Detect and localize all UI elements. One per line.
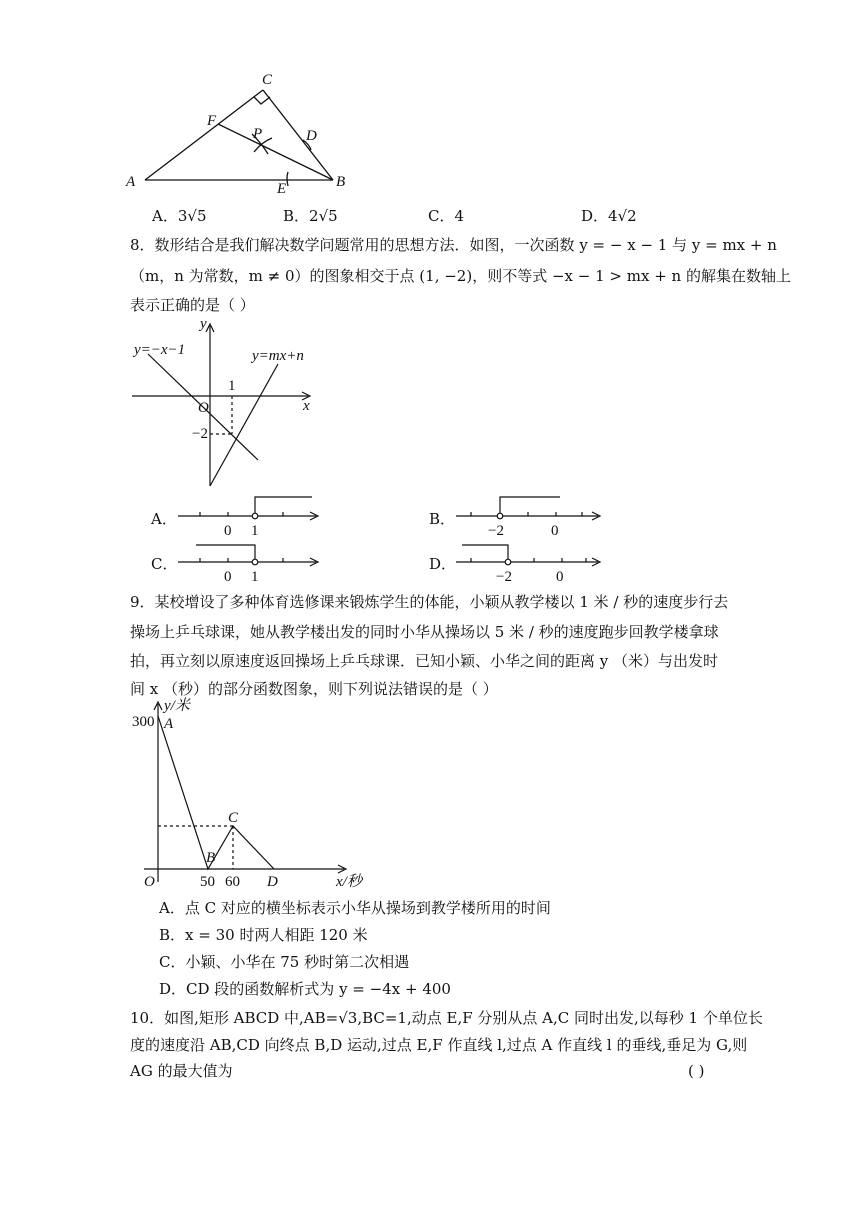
point-d: D bbox=[267, 874, 278, 890]
label-p: P bbox=[253, 126, 263, 142]
side-cb bbox=[263, 90, 333, 180]
q7-triangle-figure bbox=[120, 68, 360, 198]
tick-y-300: 300 bbox=[132, 714, 155, 730]
q8-option-b-letter[interactable]: B． bbox=[429, 510, 456, 528]
q10-answer-paren[interactable]: ( ) bbox=[688, 1062, 705, 1080]
q8-function-graph bbox=[128, 314, 328, 492]
q8-option-a-numberline bbox=[176, 494, 326, 538]
svg-text:0: 0 bbox=[556, 569, 564, 584]
right-angle-mark bbox=[254, 97, 270, 104]
graph-polyline bbox=[158, 716, 274, 869]
svg-text:0: 0 bbox=[224, 569, 232, 584]
q7-option-d[interactable]: D．4√2 bbox=[581, 207, 637, 225]
svg-text:0: 0 bbox=[224, 523, 232, 538]
q9-option-d[interactable]: D．CD 段的函数解析式为 y = −4x + 400 bbox=[159, 980, 451, 998]
q7-option-a[interactable]: A．3√5 bbox=[152, 207, 207, 225]
q7-option-c[interactable]: C．4 bbox=[428, 207, 465, 225]
q10-stem-line-1: 10．如图,矩形 ABCD 中,AB=√3,BC=1,动点 E,F 分别从点 A,C 同时出发,以每秒 1 个单位长 bbox=[130, 1009, 763, 1027]
q10-stem-line-3: AG 的最大值为 bbox=[130, 1062, 233, 1080]
label-f: F bbox=[207, 113, 217, 129]
tick-x-50: 50 bbox=[200, 874, 215, 890]
tick-x-60: 60 bbox=[225, 874, 240, 890]
open-point bbox=[497, 513, 503, 519]
q7-option-b[interactable]: B．2√5 bbox=[283, 207, 338, 225]
q10-stem-line-2: 度的速度沿 AB,CD 向终点 B,D 运动,过点 E,F 作直线 l,过点 A 作直线 l 的垂线,垂足为 G,则 bbox=[130, 1036, 748, 1054]
q8-stem-line-2: （m，n 为常数，m ≠ 0）的图象相交于点 (1, −2)，则不等式 −x − 1 > mx + n 的解集在数轴上 bbox=[130, 267, 791, 285]
open-point bbox=[252, 559, 258, 565]
q9-distance-time-graph bbox=[124, 694, 384, 894]
label-x-axis: x/秒 bbox=[336, 874, 362, 890]
label-d: D bbox=[306, 128, 317, 144]
svg-text:1: 1 bbox=[251, 569, 259, 584]
arc-mark-e bbox=[287, 172, 288, 186]
solution-bracket bbox=[462, 545, 508, 562]
label-y-axis: y bbox=[200, 316, 207, 332]
tick-y-neg2: −2 bbox=[192, 426, 208, 442]
q9-stem-line-3: 拍，再立刻以原速度返回操场上乒乓球课．已知小颖、小华之间的距离 y （米）与出发时 bbox=[130, 652, 719, 670]
tick-x-1: 1 bbox=[228, 378, 236, 394]
point-c: C bbox=[228, 810, 239, 826]
q8-option-a-letter[interactable]: A． bbox=[151, 510, 177, 528]
point-a: A bbox=[164, 716, 174, 732]
label-a: A bbox=[126, 174, 136, 190]
q8-option-d-numberline bbox=[454, 540, 604, 584]
q8-option-d-letter[interactable]: D． bbox=[429, 555, 457, 573]
label-line-2: y=mx+n bbox=[252, 348, 304, 364]
q9-option-a[interactable]: A．点 C 对应的横坐标表示小华从操场到教学楼所用的时间 bbox=[159, 899, 551, 917]
point-b: B bbox=[206, 850, 216, 866]
q8-stem-line-3: 表示正确的是（ ） bbox=[130, 296, 255, 314]
label-origin: O bbox=[144, 874, 155, 890]
label-x-axis: x bbox=[303, 398, 310, 414]
svg-text:−2: −2 bbox=[496, 569, 512, 584]
solution-bracket bbox=[500, 497, 560, 516]
q9-option-b[interactable]: B．x = 30 时两人相距 120 米 bbox=[159, 926, 368, 944]
label-line-1: y=−x−1 bbox=[134, 342, 186, 358]
label-b: B bbox=[336, 174, 346, 190]
q9-stem-line-2: 操场上乒乓球课，她从教学楼出发的同时小华从操场以 5 米 / 秒的速度跑步回教学楼拿球 bbox=[130, 623, 719, 641]
label-origin: O bbox=[198, 400, 209, 416]
q8-option-c-numberline bbox=[176, 540, 326, 584]
side-ac bbox=[145, 90, 263, 180]
q9-stem-line-1: 9．某校增设了多种体育选修课来锻炼学生的体能，小颖从教学楼以 1 米 / 秒的速度步行去 bbox=[130, 593, 729, 611]
q8-option-b-numberline bbox=[454, 494, 604, 538]
label-y-axis: y/米 bbox=[164, 698, 190, 714]
solution-bracket bbox=[196, 545, 255, 562]
svg-text:−2: −2 bbox=[488, 523, 504, 538]
label-c: C bbox=[262, 72, 273, 88]
line-y-mx-plus-n bbox=[210, 364, 278, 486]
open-point bbox=[505, 559, 511, 565]
q9-stem-line-4: 间 x （秒）的部分函数图象，则下列说法错误的是（ ） bbox=[130, 680, 498, 698]
open-point bbox=[252, 513, 258, 519]
q8-stem-line-1: 8．数形结合是我们解决数学问题常用的思想方法．如图，一次函数 y = − x − 1 与 y = mx + n bbox=[130, 236, 777, 254]
q8-option-c-letter[interactable]: C． bbox=[151, 555, 178, 573]
label-e: E bbox=[277, 181, 287, 197]
q9-option-c[interactable]: C．小颖、小华在 75 秒时第二次相遇 bbox=[159, 953, 410, 971]
svg-text:0: 0 bbox=[551, 523, 559, 538]
svg-text:1: 1 bbox=[251, 523, 259, 538]
